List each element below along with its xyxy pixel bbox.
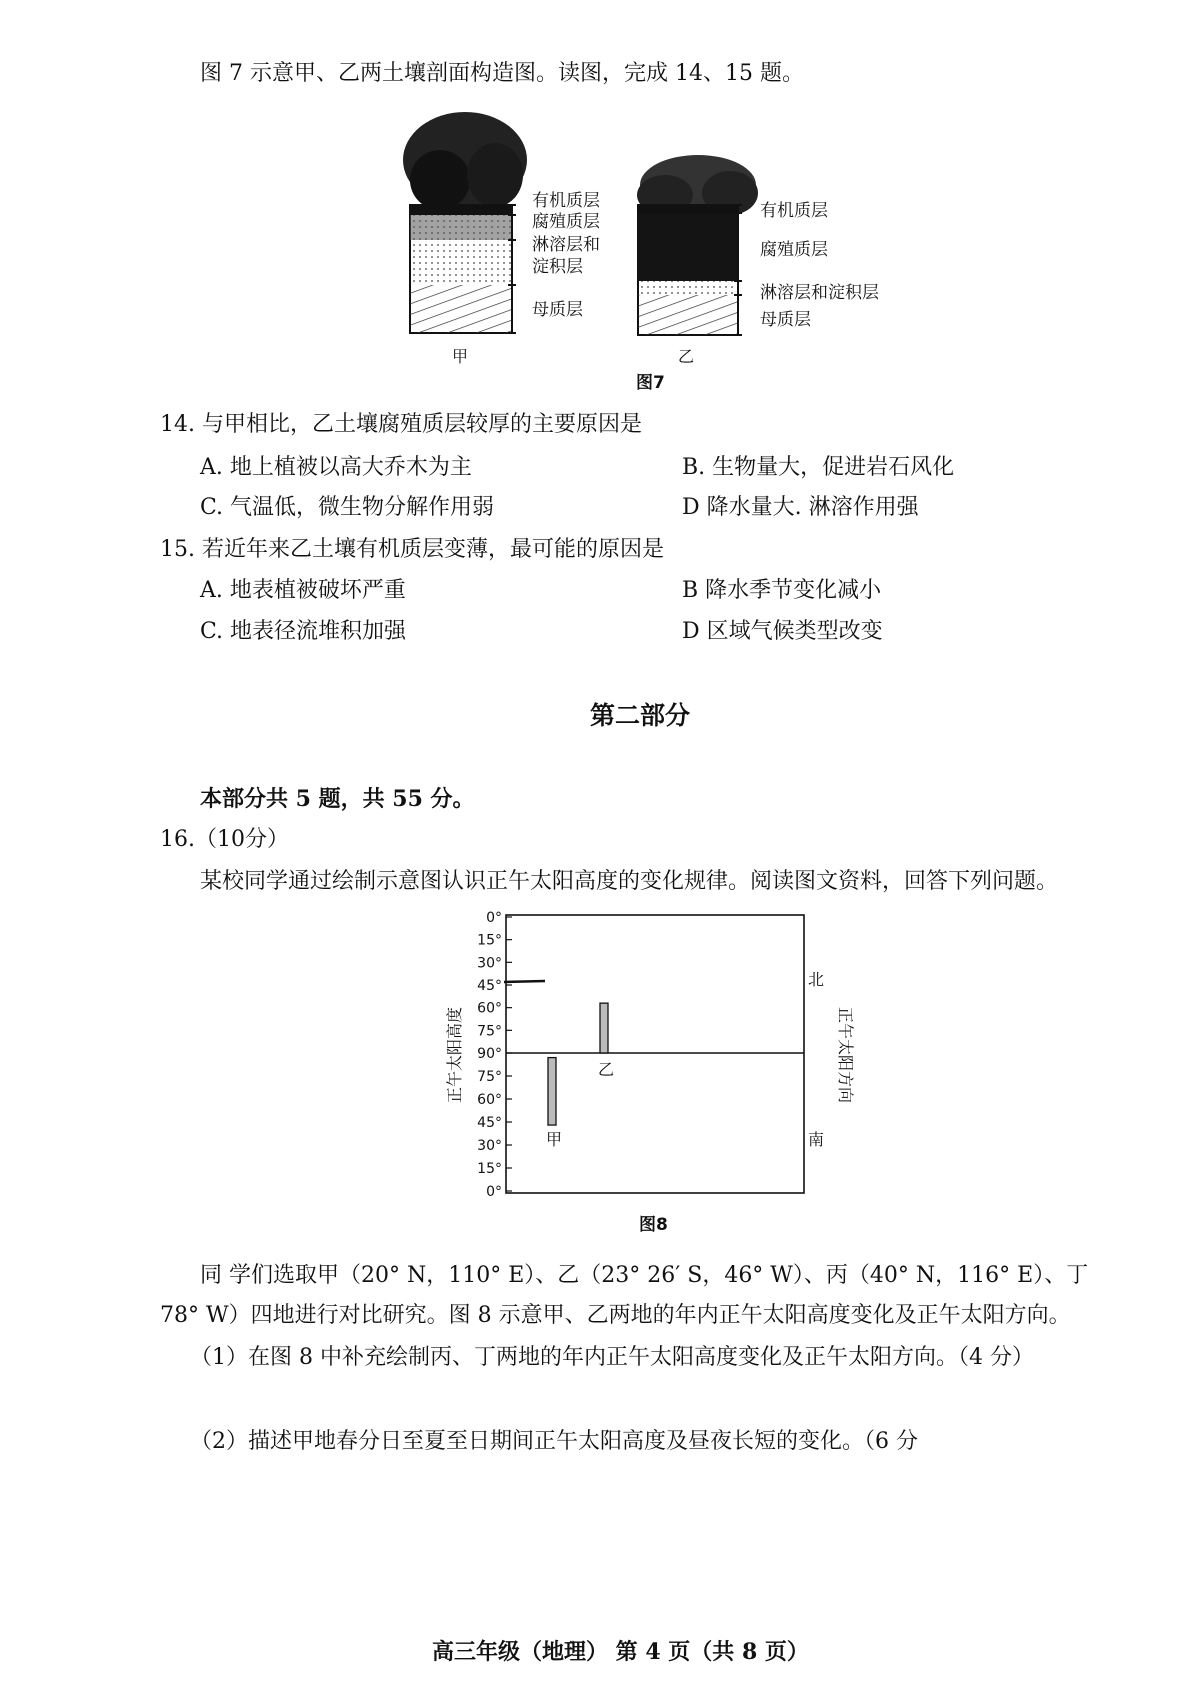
q14-option-d: D 降水量大. 淋溶作用强: [682, 495, 919, 520]
q16-header: 16.（10分）: [160, 827, 289, 852]
part2-title: 第二部分: [590, 701, 691, 730]
axis-tick-label: 45°: [477, 978, 502, 994]
axis-tick-label: 0°: [486, 910, 502, 926]
left-layer-label: 有机质层: [532, 191, 600, 211]
q16-sub2: （2）描述甲地春分日至夏至日期间正午太阳高度及昼夜长短的变化。（6 分: [190, 1429, 918, 1454]
figure-7: [400, 105, 920, 395]
q14-stem: 14. 与甲相比，乙土壤腐殖质层较厚的主要原因是: [160, 412, 642, 437]
axis-tick-label: 45°: [477, 1115, 502, 1131]
right-axis-label: 正午太阳方向: [836, 1006, 855, 1104]
q16-para1: 同 学们选取甲（20° N，110° E）、乙（23° 26′ S，46° W）、丙（40° N，116° E）、丁: [200, 1263, 1089, 1288]
q16-para2: 78° W）四地进行对比研究。图 8 示意甲、乙两地的年内正午太阳高度变化及正午太阳方向。: [160, 1303, 1071, 1328]
north-label: 北: [808, 970, 825, 989]
right-layer-label: 腐殖质层: [760, 240, 828, 260]
right-profile-name: 乙: [678, 347, 695, 366]
axis-tick-label: 0°: [486, 1184, 502, 1200]
axis-tick-label: 75°: [477, 1023, 502, 1040]
hand-mark: [504, 981, 545, 982]
page-footer: 高三年级（地理） 第 4 页（共 8 页）: [432, 1639, 809, 1665]
axis-tick-label: 60°: [477, 1092, 502, 1108]
series-label-乙: 乙: [598, 1060, 615, 1079]
left-axis-label: 正午太阳高度: [445, 1006, 464, 1104]
left-layer-label: 淋溶层和: [532, 235, 600, 255]
q14-option-a: A. 地上植被以高大乔木为主: [200, 455, 472, 480]
part2-note: 本部分共 5 题，共 55 分。: [200, 786, 475, 812]
figure-8-caption: 图8: [639, 1215, 668, 1235]
q15-option-c: C. 地表径流堆积加强: [200, 619, 407, 644]
left-layer-label: 母质层: [532, 300, 583, 320]
q16-text: 某校同学通过绘制示意图认识正午太阳高度的变化规律。阅读图文资料，回答下列问题。: [200, 869, 1059, 894]
q15-stem: 15. 若近年来乙土壤有机质层变薄，最可能的原因是: [160, 537, 664, 562]
right-layer-label: 母质层: [760, 310, 811, 330]
q14-option-b: B. 生物量大，促进岩石风化: [682, 455, 955, 480]
figure-8-bars: [546, 1003, 614, 1149]
axis-tick-label: 30°: [477, 1138, 502, 1154]
q15-option-a: A. 地表植被破坏严重: [200, 578, 406, 603]
south-label: 南: [808, 1130, 825, 1149]
axis-tick-label: 15°: [477, 1161, 502, 1177]
axis-tick-label: 75°: [477, 1069, 502, 1085]
figure-8-frame: [506, 915, 804, 1193]
figure-8: [440, 905, 860, 1235]
right-layer-label: 淋溶层和淀积层: [760, 283, 879, 303]
figure-7-caption: 图7: [636, 373, 665, 393]
left-layer-label: 淀积层: [532, 257, 583, 277]
axis-tick-label: 60°: [477, 1000, 502, 1017]
q15-option-b: B 降水季节变化减小: [682, 578, 882, 603]
axis-tick-label: 15°: [477, 932, 502, 949]
left-profile-name: 甲: [452, 347, 469, 366]
series-bar-甲: [548, 1058, 556, 1125]
q16-sub1: （1）在图 8 中补充绘制丙、丁两地的年内正午太阳高度变化及正午太阳方向。（4 分）: [190, 1345, 1034, 1370]
axis-tick-label: 30°: [477, 955, 502, 972]
series-label-甲: 甲: [546, 1130, 563, 1150]
soil-profile-right: [637, 155, 879, 366]
intro-text: 图 7 示意甲、乙两土壤剖面构造图。读图，完成 14、15 题。: [200, 61, 804, 86]
right-layer-label: 有机质层: [760, 201, 828, 221]
axis-tick-label: 90°: [477, 1046, 502, 1062]
soil-profile-left: [403, 112, 600, 366]
q14-option-c: C. 气温低，微生物分解作用弱: [200, 495, 495, 520]
q15-option-d: D 区域气候类型改变: [682, 619, 883, 644]
left-layer-label: 腐殖质层: [532, 212, 600, 232]
series-bar-乙: [600, 1003, 608, 1053]
